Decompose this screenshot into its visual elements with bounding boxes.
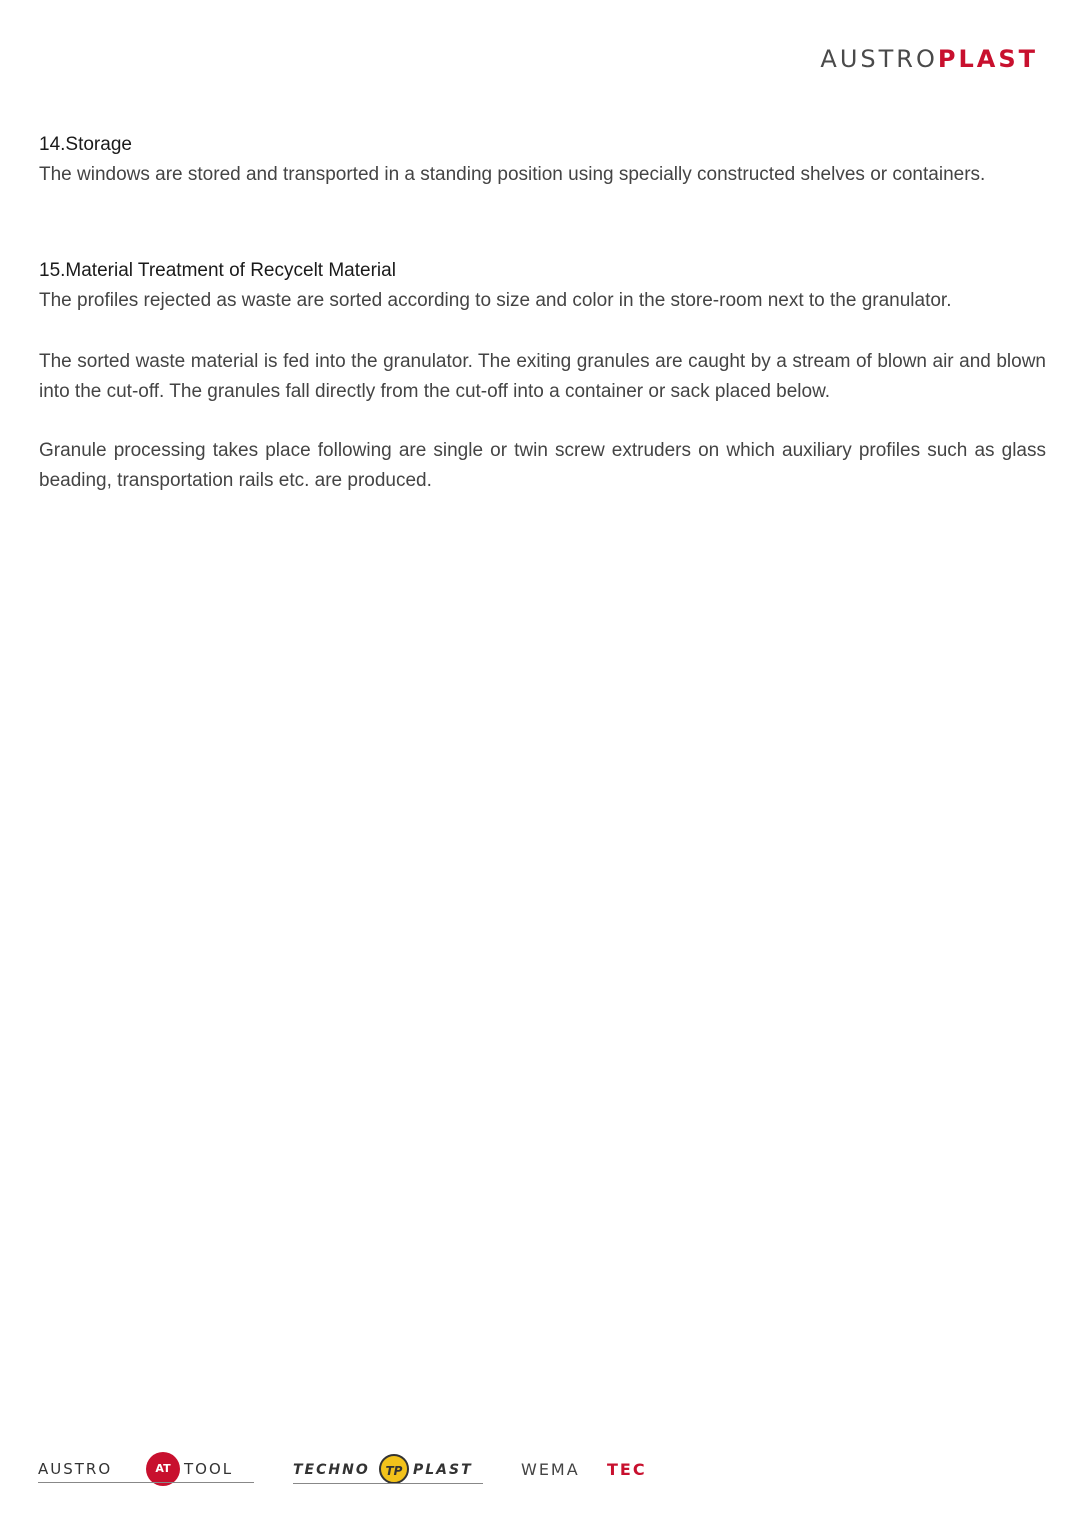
paragraph: The sorted waste material is fed into the granulator. The exiting granules are caught by a stream of blown air and blown into the cut-off. The granules fall directly from the cut-off into a container or sack placed below. <box>39 351 1046 402</box>
logo-word: WEMA <box>521 1460 580 1479</box>
paragraph: The windows are stored and transported in a standing position using specially constructed shelves or containers. <box>39 164 986 185</box>
logo-word: TOOL <box>184 1460 234 1478</box>
logo-word: TEC <box>607 1460 647 1479</box>
logo-word-plast: PLAST <box>937 45 1038 73</box>
wematec-logo <box>521 1454 656 1486</box>
logo-badge: TP <box>379 1454 409 1484</box>
logo-underline <box>38 1482 254 1483</box>
paragraph: Granule processing takes place following are single or twin screw extruders on which auxiliary profiles such as glass beading, transportation rails etc. are produced. <box>39 440 1046 491</box>
logo-word: TECHNO <box>293 1462 370 1478</box>
logo-badge: AT <box>146 1452 180 1486</box>
austroplast-logo <box>820 44 1038 74</box>
logo-underline <box>293 1483 483 1484</box>
section-storage <box>39 130 1046 190</box>
section-heading: 14.Storage <box>39 134 132 155</box>
section-material-treatment <box>39 256 1046 496</box>
section-heading: 15.Material Treatment of Recycelt Material <box>39 260 396 281</box>
austrotool-logo <box>38 1454 254 1486</box>
logo-word: AUSTRO <box>38 1460 113 1478</box>
paragraph: The profiles rejected as waste are sorted according to size and color in the store-room next to the granulator. <box>39 290 952 311</box>
logo-word: PLAST <box>413 1462 473 1478</box>
technoplast-logo <box>293 1454 483 1486</box>
footer-logos <box>38 1450 678 1490</box>
logo-word-austro: AUSTRO <box>820 45 938 73</box>
